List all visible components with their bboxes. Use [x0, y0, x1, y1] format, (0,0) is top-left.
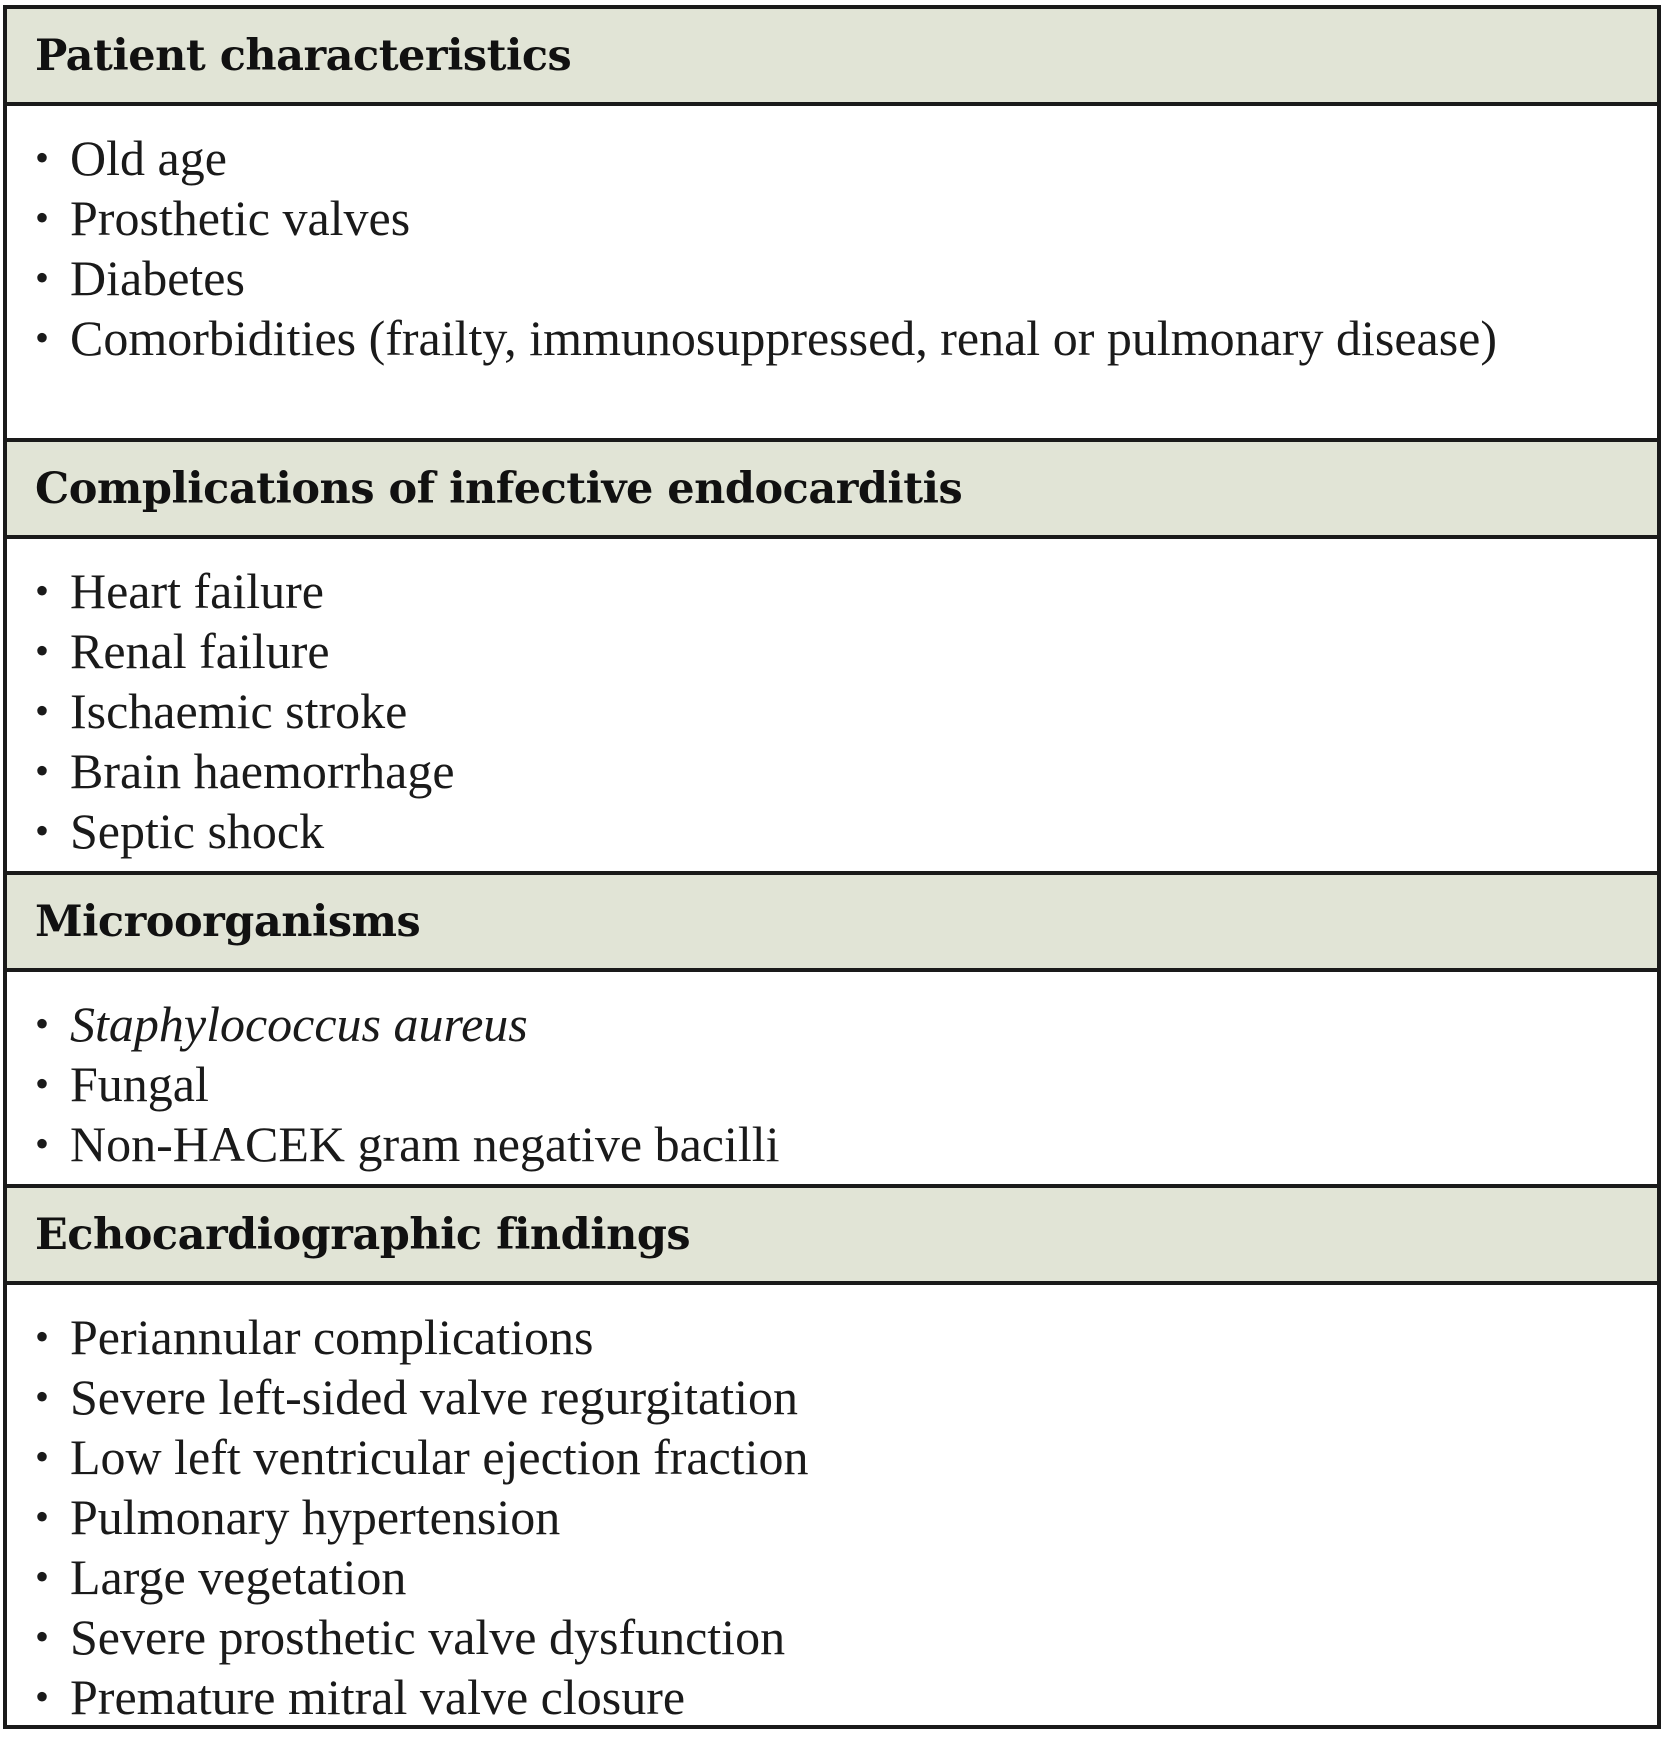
section-header-complications: [7, 442, 1657, 539]
risk-factors-table: [3, 5, 1661, 1729]
bullet-list: [7, 128, 1657, 368]
bullet-icon: •: [35, 1614, 50, 1659]
list-item: • Prosthetic valves: [35, 190, 411, 246]
list-item: • Diabetes: [35, 250, 245, 306]
section-heading: Patient characteristics: [35, 30, 572, 81]
section-header-patient-characteristics: [7, 9, 1657, 106]
list-item: • Periannular complications: [35, 1309, 594, 1365]
list-item: • Septic shock: [35, 803, 325, 859]
bullet-icon: •: [35, 1001, 50, 1046]
list-item: • Severe prosthetic valve dysfunction: [35, 1609, 786, 1665]
bullet-icon: •: [35, 1434, 50, 1479]
section-heading: Complications of infective endocarditis: [35, 463, 963, 514]
bullet-icon: •: [35, 688, 50, 733]
bullet-icon: •: [35, 1121, 50, 1166]
bullet-icon: •: [35, 1494, 50, 1539]
section-body-patient-characteristics: [7, 106, 1657, 442]
bullet-icon: •: [35, 315, 50, 360]
bullet-icon: •: [35, 1554, 50, 1599]
bullet-icon: •: [35, 255, 50, 300]
bullet-icon: •: [35, 1061, 50, 1106]
section-header-microorganisms: [7, 875, 1657, 972]
bullet-icon: •: [35, 1314, 50, 1359]
list-item: • Heart failure: [35, 563, 325, 619]
bullet-list: [7, 994, 1657, 1174]
list-item: • Severe left-sided valve regurgitation: [35, 1369, 798, 1425]
bullet-icon: •: [35, 808, 50, 853]
bullet-list: [7, 1307, 1657, 1727]
list-item: • Ischaemic stroke: [35, 683, 408, 739]
list-item: • Renal failure: [35, 623, 330, 679]
section-heading: Echocardiographic findings: [35, 1209, 691, 1260]
section-body-complications: [7, 539, 1657, 875]
list-item: • Old age: [35, 130, 227, 186]
bullet-icon: •: [35, 568, 50, 613]
section-header-echocardiographic-findings: [7, 1188, 1657, 1285]
list-item: • Fungal: [35, 1056, 209, 1112]
bullet-list: [7, 561, 1657, 861]
list-item: • Non-HACEK gram negative bacilli: [35, 1116, 780, 1172]
bullet-icon: •: [35, 748, 50, 793]
list-item: • Low left ventricular ejection fraction: [35, 1429, 809, 1485]
bullet-icon: •: [35, 135, 50, 180]
bullet-icon: •: [35, 1374, 50, 1419]
section-body-microorganisms: [7, 972, 1657, 1188]
bullet-icon: •: [35, 628, 50, 673]
list-item: • Comorbidities (frailty, immunosuppressed, renal or pulmonary disease): [35, 310, 1498, 366]
list-item: • Premature mitral valve closure: [35, 1669, 686, 1725]
section-body-echocardiographic-findings: [7, 1285, 1657, 1725]
list-item: • Brain haemorrhage: [35, 743, 455, 799]
bullet-icon: •: [35, 195, 50, 240]
bullet-icon: •: [35, 1674, 50, 1719]
list-item: • Staphylococcus aureus: [35, 996, 528, 1052]
list-item: • Large vegetation: [35, 1549, 407, 1605]
list-item: • Pulmonary hypertension: [35, 1489, 561, 1545]
section-heading: Microorganisms: [35, 896, 421, 947]
